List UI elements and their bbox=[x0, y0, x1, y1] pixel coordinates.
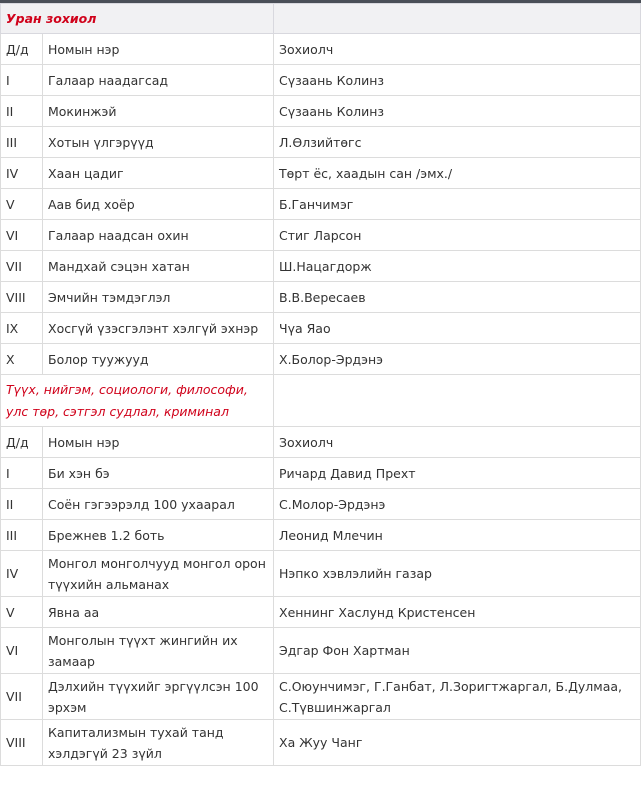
row-num: VIII bbox=[1, 720, 43, 766]
author: С.Молор-Эрдэнэ bbox=[274, 489, 641, 520]
section-header-row bbox=[1, 4, 641, 34]
book-list-table bbox=[0, 3, 641, 766]
row-num: V bbox=[1, 597, 43, 628]
author: Ричард Давид Прехт bbox=[274, 458, 641, 489]
table-row bbox=[1, 458, 641, 489]
table-row bbox=[1, 597, 641, 628]
table-row bbox=[1, 313, 641, 344]
header-num: Д/д bbox=[1, 34, 43, 65]
author: Нэпко хэвлэлийн газар bbox=[274, 551, 641, 597]
row-num: IV bbox=[1, 158, 43, 189]
table-row bbox=[1, 189, 641, 220]
author: Эдгар Фон Хартман bbox=[274, 628, 641, 674]
table-row bbox=[1, 96, 641, 127]
table-row bbox=[1, 251, 641, 282]
author: Леонид Млечин bbox=[274, 520, 641, 551]
book-name: Би хэн бэ bbox=[43, 458, 274, 489]
book-name: Аав бид хоёр bbox=[43, 189, 274, 220]
book-name: Хаан цадиг bbox=[43, 158, 274, 189]
header-num: Д/д bbox=[1, 427, 43, 458]
book-name: Болор туужууд bbox=[43, 344, 274, 375]
table-row bbox=[1, 220, 641, 251]
row-num: VI bbox=[1, 628, 43, 674]
author: Ш.Нацагдорж bbox=[274, 251, 641, 282]
row-num: III bbox=[1, 520, 43, 551]
row-num: IX bbox=[1, 313, 43, 344]
row-num: V bbox=[1, 189, 43, 220]
author: С.Оюунчимэг, Г.Ганбат, Л.Зоригтжаргал, Б.Дулмаа, С.Түвшинжаргал bbox=[274, 674, 641, 720]
author: Чүа Яао bbox=[274, 313, 641, 344]
author: В.В.Вересаев bbox=[274, 282, 641, 313]
row-num: II bbox=[1, 489, 43, 520]
column-header-row bbox=[1, 427, 641, 458]
author: Төрт ёс, хаадын сан /эмх./ bbox=[274, 158, 641, 189]
row-num: II bbox=[1, 96, 43, 127]
author: Сүзаань Колинз bbox=[274, 65, 641, 96]
author: Л.Өлзийтөгс bbox=[274, 127, 641, 158]
table-row bbox=[1, 158, 641, 189]
table-row bbox=[1, 520, 641, 551]
section-title-literature: Уран зохиол bbox=[1, 4, 274, 34]
header-book-name: Номын нэр bbox=[43, 427, 274, 458]
row-num: VII bbox=[1, 251, 43, 282]
row-num: VII bbox=[1, 674, 43, 720]
section-header-row bbox=[1, 375, 641, 427]
section-title-history-society: Түүх, нийгэм, социологи, философи, улс төр, сэтгэл судлал, криминал bbox=[1, 375, 274, 427]
book-name: Эмчийн тэмдэглэл bbox=[43, 282, 274, 313]
header-author: Зохиолч bbox=[274, 427, 641, 458]
book-name: Капитализмын тухай танд хэлдэгүй 23 зүйл bbox=[43, 720, 274, 766]
book-name: Дэлхийн түүхийг эргүүлсэн 100 эрхэм bbox=[43, 674, 274, 720]
book-name: Хотын үлгэрүүд bbox=[43, 127, 274, 158]
row-num: IV bbox=[1, 551, 43, 597]
table-row bbox=[1, 720, 641, 766]
row-num: I bbox=[1, 65, 43, 96]
table-row bbox=[1, 489, 641, 520]
table-row bbox=[1, 282, 641, 313]
book-name: Монгол монголчууд монгол орон түүхийн альманах bbox=[43, 551, 274, 597]
section-header-empty-cell bbox=[274, 4, 641, 34]
table-row bbox=[1, 551, 641, 597]
row-num: III bbox=[1, 127, 43, 158]
table-row bbox=[1, 628, 641, 674]
book-name: Соён гэгээрэлд 100 ухаарал bbox=[43, 489, 274, 520]
author: Хеннинг Хаслунд Кристенсен bbox=[274, 597, 641, 628]
book-name: Монголын түүхт жингийн их замаар bbox=[43, 628, 274, 674]
book-name: Хосгүй үзэсгэлэнт хэлгүй эхнэр bbox=[43, 313, 274, 344]
table-row bbox=[1, 65, 641, 96]
author: Ха Жуу Чанг bbox=[274, 720, 641, 766]
book-name: Галаар наадагсад bbox=[43, 65, 274, 96]
table-row bbox=[1, 344, 641, 375]
book-name: Явна аа bbox=[43, 597, 274, 628]
table-row bbox=[1, 127, 641, 158]
row-num: X bbox=[1, 344, 43, 375]
author: Сүзаань Колинз bbox=[274, 96, 641, 127]
row-num: VI bbox=[1, 220, 43, 251]
header-book-name: Номын нэр bbox=[43, 34, 274, 65]
row-num: VIII bbox=[1, 282, 43, 313]
section-header-empty-cell bbox=[274, 375, 641, 427]
table-row bbox=[1, 674, 641, 720]
author: Х.Болор-Эрдэнэ bbox=[274, 344, 641, 375]
header-author: Зохиолч bbox=[274, 34, 641, 65]
book-name: Брежнев 1.2 боть bbox=[43, 520, 274, 551]
author: Стиг Ларсон bbox=[274, 220, 641, 251]
row-num: I bbox=[1, 458, 43, 489]
book-name: Мандхай сэцэн хатан bbox=[43, 251, 274, 282]
column-header-row bbox=[1, 34, 641, 65]
book-name: Галаар наадсан охин bbox=[43, 220, 274, 251]
author: Б.Ганчимэг bbox=[274, 189, 641, 220]
book-name: Мокинжэй bbox=[43, 96, 274, 127]
